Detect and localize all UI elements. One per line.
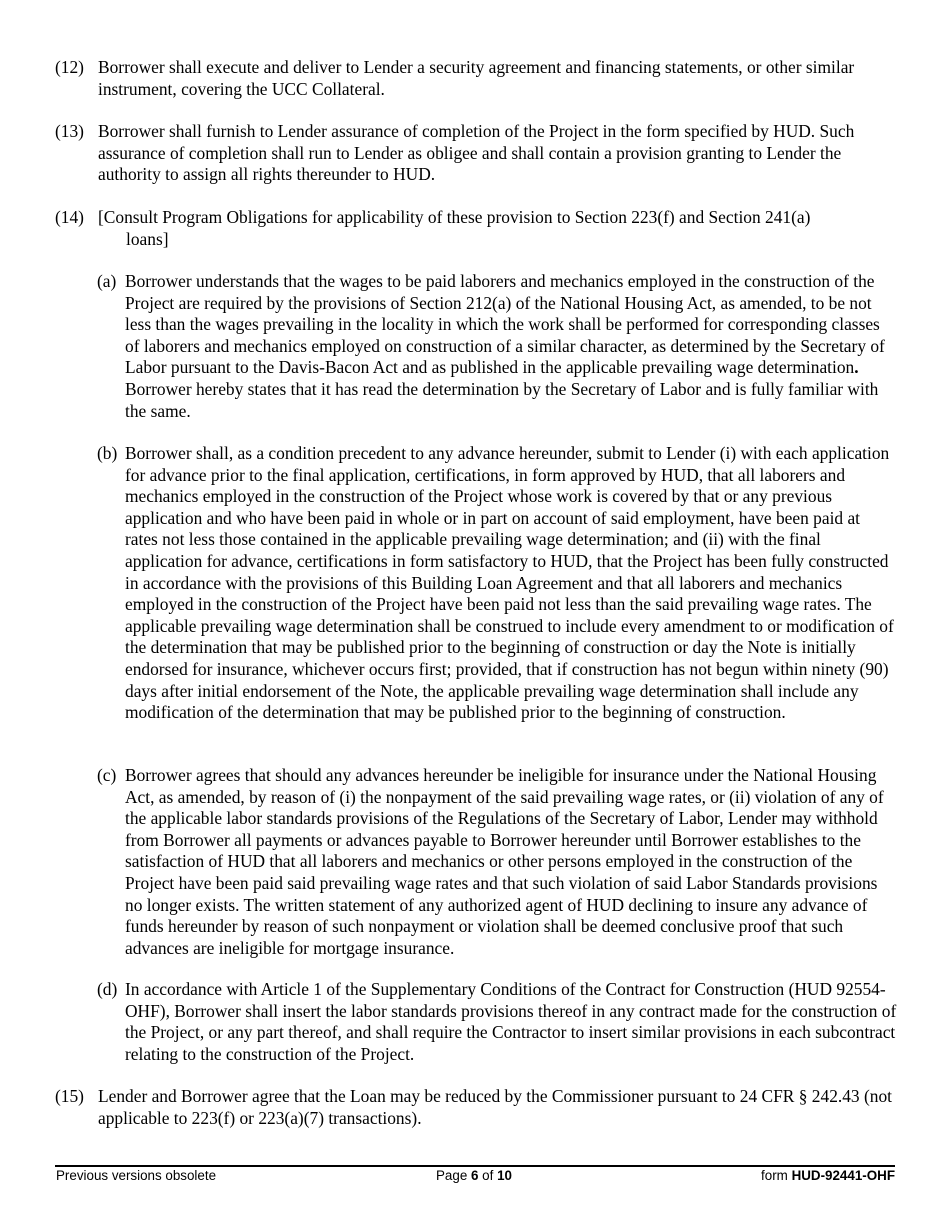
subparagraph-b [97,443,897,724]
page-total: 10 [497,1168,512,1183]
footer-form-number [761,1168,895,1184]
paragraph-number: (13) [55,121,84,141]
subparagraph-d [97,979,897,1065]
footer-obsolete-note: Previous versions obsolete [56,1168,217,1183]
subparagraph-text: Borrower agrees that should any advances hereunder be ineligible for insurance under the National Housing Act, as amended, by reason of (i) the nonpayment of the said prevailing wage rates, or (ii) violation of any of the applicable labor standards provisions of the Regulations of the Secretary of Labor, Lender may withhold from Borrower all payments or advances payable to Borrower hereunder until Borrower establishes to the satisfaction of HUD that all laborers and mechanics or other persons employed in the construction of the Project have been paid said prevailing wage rates and that such violation of said Labor Standards provisions no longer exists. The written statement of any authorized agent of HUD declining to insure any advance of funds hereunder by reason of such nonpayment or violation shall be deemed conclusive proof that such advances are ineligible for mortgage insurance. [125,765,884,958]
subparagraph-c [97,765,897,959]
subparagraph-a [97,271,897,422]
subparagraph-text [125,271,897,422]
paragraph-heading-line-1: [Consult Program Obligations for applicability of these provision to Section 223(f) and Section 241(a) [98,207,811,227]
subparagraph-text-part-2: Borrower hereby states that it has read the determination by the Secretary of Labor and is fully familiar with the same. [125,357,883,421]
paragraph-text: Lender and Borrower agree that the Loan may be reduced by the Commissioner pursuant to 24 CFR § 242.43 (not applicable to 223(f) or 223(a)(7) transactions). [98,1086,892,1128]
subparagraph-letter: (d) [97,979,118,999]
footer-page-number [436,1168,512,1184]
subparagraph-letter: (c) [97,765,117,785]
subparagraph-letter: (b) [97,443,118,463]
paragraph-number: (14) [55,207,84,227]
subparagraph-letter: (a) [97,271,117,291]
page-current: 6 [471,1168,479,1183]
paragraph-15 [55,1086,895,1129]
paragraph-heading-line-2: loans] [126,228,169,249]
form-label: form [761,1168,792,1183]
paragraph-number: (12) [55,57,84,77]
page-of: of [478,1168,498,1183]
form-number: HUD-92441-OHF [791,1168,895,1183]
bold-period: . [854,357,859,378]
footer-divider [55,1165,895,1167]
paragraph-number: (15) [55,1086,84,1106]
paragraph-text: Borrower shall furnish to Lender assurance of completion of the Project in the form specified by HUD. Such assurance of completion shall run to Lender as obligee and shall contain a provision granting to Lender the authority to assign all rights thereunder to HUD. [98,121,855,185]
subparagraph-text-part-1: Borrower understands that the wages to be paid laborers and mechanics employed in the construction of the Project are required by the provisions of Section 212(a) of the National Housing Act, as amended, to be not less than the wages prevailing in the locality in which the work shall be performed for corresponding classes of laborers and mechanics employed on construction of a similar character, as determined by the Secretary of Labor pursuant to the Davis-Bacon Act and as published in the applicable prevailing wage determination [125,271,885,378]
paragraph-12 [55,57,895,100]
subparagraph-text: In accordance with Article 1 of the Supplementary Conditions of the Contract for Construction (HUD 92554-OHF), Borrower shall insert the labor standards provisions thereof in any contract made for the construction of the Project, or any part thereof, and shall require the Contractor to insert similar provisions in each subcontract relating to the construction of the Project. [125,979,897,1064]
page-label: Page [436,1168,471,1183]
paragraph-13 [55,121,895,186]
paragraph-14 [55,207,895,250]
subparagraph-text: Borrower shall, as a condition precedent to any advance hereunder, submit to Lender (i) with each application for advance prior to the final application, certifications, in form approved by HUD, that all laborers and mechanics employed in the construction of the Project whose work is covered by that or any previous application and who have been paid in whole or in part on account of said employment, have been paid at rates not less those contained in the applicable prevailing wage determination; and (ii) with the final application for advance, certifications in form satisfactory to HUD, that the Project has been fully constructed in accordance with the provisions of this Building Loan Agreement and that all laborers and mechanics employed in the construction of the Project have been paid not less than the said prevailing wage rates. The applicable prevailing wage determination shall be construed to include every amendment to or modification of the determination that may be published prior to the beginning of construction or day the Note is initially endorsed for insurance, whichever occurs first; provided, that if construction has not begun within ninety (90) days after initial endorsement of the Note, the applicable prevailing wage determination shall include any modification of the determination that may be published prior to the beginning of construction. [125,443,894,723]
paragraph-text: Borrower shall execute and deliver to Lender a security agreement and financing statements, or other similar instrument, covering the UCC Collateral. [98,57,855,99]
